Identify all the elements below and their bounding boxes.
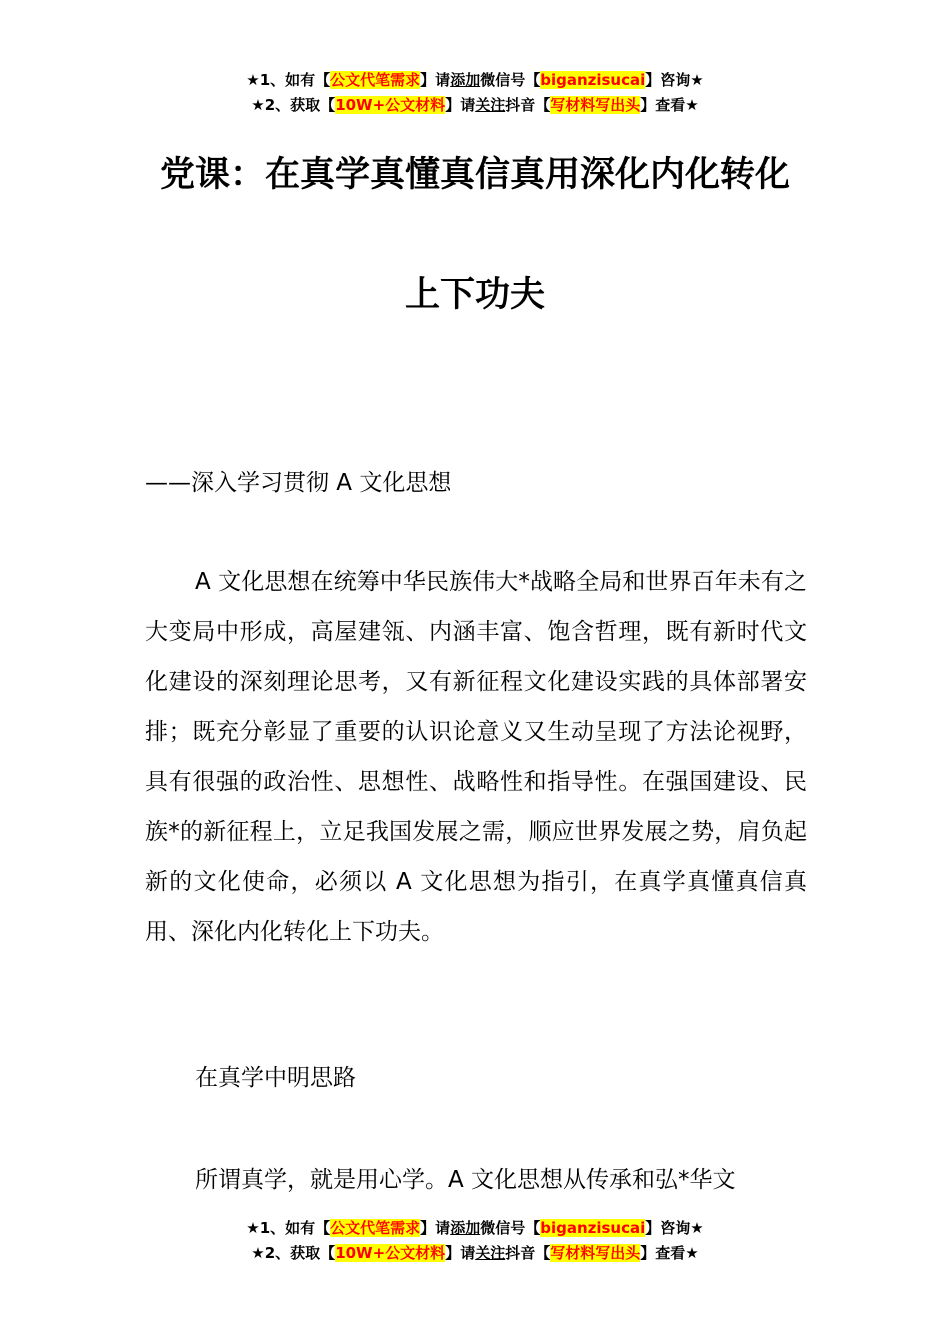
promo-douyin-id: 写材料写出头	[550, 96, 641, 114]
promo-line-1: ★1、如有【公文代笔需求】请添加微信号【biganzisucai】咨询★	[246, 1219, 704, 1237]
promo-highlight: 10W+公文材料	[335, 1244, 446, 1262]
promo-underline: 添加	[450, 71, 481, 89]
document-subtitle: ——深入学习贯彻 A 文化思想	[145, 470, 452, 496]
section-heading: 在真学中明思路	[195, 1065, 356, 1091]
promo-wechat-id: biganzisucai	[540, 71, 646, 89]
document-title-line-2: 上下功夫	[404, 275, 545, 315]
promo-line-2: ★2、获取【10W+公文材料】请关注抖音【写材料写出头】查看★	[251, 96, 699, 114]
promo-line-2: ★2、获取【10W+公文材料】请关注抖音【写材料写出头】查看★	[251, 1244, 699, 1262]
document-title-line-1: 党课：在真学真懂真信真用深化内化转化	[159, 155, 790, 195]
promo-footer	[0, 1216, 950, 1266]
body-paragraph-1: A 文化思想在统筹中华民族伟大*战略全局和世界百年未有之大变局中形成，高屋建瓴、内涵丰富、饱含哲理，既有新时代文化建设的深刻理论思考，又有新征程文化建设实践的具体部署安排；既充分彰显了重要的认识论意义又生动呈现了方法论视野，具有很强的政治性、思想性、战略性和指导性。在强国建设、民族*的新征程上，立足我国发展之需，顺应世界发展之势，肩负起新的文化使命，必须以 A 文化思想为指引，在真学真懂真信真用、深化内化转化上下功夫。	[145, 569, 807, 945]
promo-underline: 添加	[450, 1219, 481, 1237]
promo-highlight: 10W+公文材料	[335, 96, 446, 114]
promo-underline: 关注	[475, 1244, 506, 1262]
promo-header	[0, 68, 950, 118]
promo-highlight: 公文代笔需求	[330, 1219, 421, 1237]
promo-line-1: ★1、如有【公文代笔需求】请添加微信号【biganzisucai】咨询★	[246, 71, 704, 89]
promo-underline: 关注	[475, 96, 506, 114]
promo-douyin-id: 写材料写出头	[550, 1244, 641, 1262]
body-paragraph-2: 所谓真学，就是用心学。A 文化思想从传承和弘*华文	[195, 1167, 736, 1193]
promo-highlight: 公文代笔需求	[330, 71, 421, 89]
promo-wechat-id: biganzisucai	[540, 1219, 646, 1237]
